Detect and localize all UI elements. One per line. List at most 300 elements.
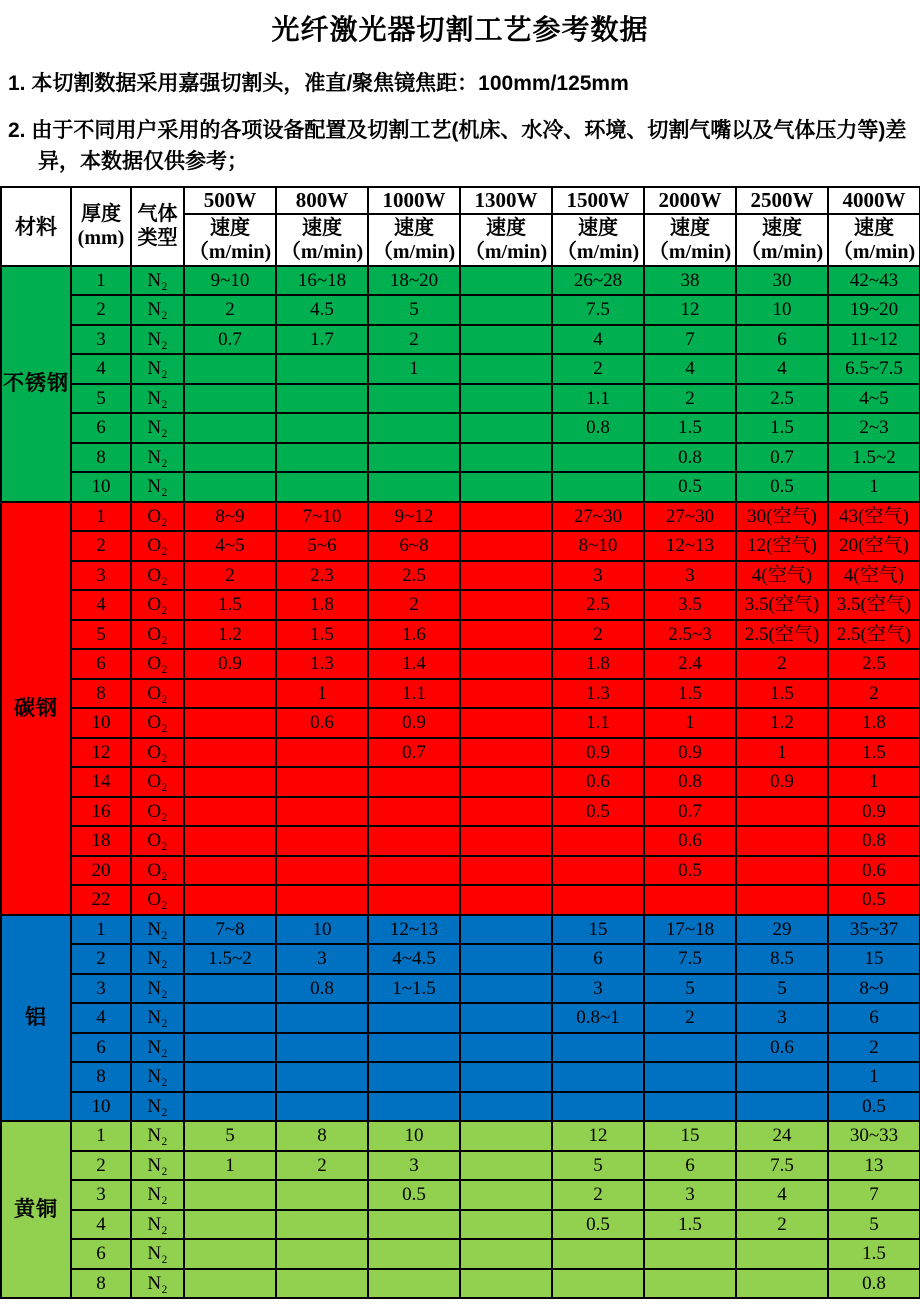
speed-cell-1000w bbox=[368, 443, 460, 473]
speed-cell-500w bbox=[184, 354, 276, 384]
gas-cell: O₂ bbox=[131, 826, 184, 856]
header-speed-500w bbox=[184, 214, 276, 266]
speed-unit: （m/min) bbox=[648, 240, 732, 263]
table-row-aluminum-4mm bbox=[1, 1003, 920, 1033]
speed-cell-2000w bbox=[644, 1062, 736, 1092]
speed-unit: （m/min) bbox=[832, 240, 916, 263]
gas-cell: O₂ bbox=[131, 797, 184, 827]
speed-label: 速度 bbox=[302, 216, 342, 239]
material-cell-carbon-steel: 碳钢 bbox=[1, 502, 71, 915]
speed-cell-500w bbox=[184, 384, 276, 414]
speed-cell-4000w: 6.5~7.5 bbox=[828, 354, 920, 384]
thickness-cell: 4 bbox=[71, 354, 131, 384]
gas-cell: N₂ bbox=[131, 472, 184, 502]
speed-cell-1500w: 8~10 bbox=[552, 531, 644, 561]
speed-cell-500w: 1.5~2 bbox=[184, 944, 276, 974]
gas-cell: N₂ bbox=[131, 1062, 184, 1092]
speed-cell-500w bbox=[184, 885, 276, 915]
thickness-cell: 12 bbox=[71, 738, 131, 768]
speed-cell-2500w bbox=[736, 1092, 828, 1122]
header-power-4000w: 4000W bbox=[828, 187, 920, 214]
speed-cell-1500w bbox=[552, 1239, 644, 1269]
speed-cell-800w: 2.3 bbox=[276, 561, 368, 591]
speed-cell-1300w bbox=[460, 1121, 552, 1151]
speed-cell-1300w bbox=[460, 295, 552, 325]
gas-cell: N₂ bbox=[131, 413, 184, 443]
speed-cell-2500w: 1.5 bbox=[736, 679, 828, 709]
speed-cell-2000w: 4 bbox=[644, 354, 736, 384]
speed-cell-1300w bbox=[460, 1269, 552, 1299]
gas-cell: N₂ bbox=[131, 443, 184, 473]
speed-cell-800w bbox=[276, 738, 368, 768]
speed-cell-1000w: 1.1 bbox=[368, 679, 460, 709]
speed-cell-500w bbox=[184, 1269, 276, 1299]
speed-cell-1500w: 26~28 bbox=[552, 266, 644, 296]
header-speed-800w bbox=[276, 214, 368, 266]
speed-cell-1000w bbox=[368, 472, 460, 502]
speed-cell-4000w: 4(空气) bbox=[828, 561, 920, 591]
speed-cell-1500w: 0.5 bbox=[552, 1210, 644, 1240]
speed-cell-2000w: 12~13 bbox=[644, 531, 736, 561]
speed-cell-2500w: 4 bbox=[736, 354, 828, 384]
speed-cell-4000w: 19~20 bbox=[828, 295, 920, 325]
speed-cell-1500w bbox=[552, 856, 644, 886]
speed-cell-1000w: 18~20 bbox=[368, 266, 460, 296]
gas-cell: O₂ bbox=[131, 679, 184, 709]
header-gas-line2: 类型 bbox=[137, 227, 178, 249]
gas-cell: O₂ bbox=[131, 856, 184, 886]
speed-cell-1500w: 2 bbox=[552, 1180, 644, 1210]
header-thickness-line2: (mm) bbox=[77, 227, 125, 249]
speed-cell-800w bbox=[276, 826, 368, 856]
speed-cell-2000w: 7 bbox=[644, 325, 736, 355]
thickness-cell: 1 bbox=[71, 502, 131, 532]
speed-cell-1300w bbox=[460, 1180, 552, 1210]
speed-cell-1500w: 0.8~1 bbox=[552, 1003, 644, 1033]
speed-cell-4000w: 2.5 bbox=[828, 649, 920, 679]
gas-cell: O₂ bbox=[131, 738, 184, 768]
speed-cell-1500w: 3 bbox=[552, 561, 644, 591]
thickness-cell: 5 bbox=[71, 620, 131, 650]
speed-cell-1000w bbox=[368, 413, 460, 443]
speed-cell-1300w bbox=[460, 354, 552, 384]
speed-cell-4000w: 8~9 bbox=[828, 974, 920, 1004]
speed-cell-4000w: 1 bbox=[828, 767, 920, 797]
speed-cell-1500w: 2 bbox=[552, 620, 644, 650]
speed-cell-1000w bbox=[368, 856, 460, 886]
speed-cell-2500w: 1 bbox=[736, 738, 828, 768]
speed-cell-2500w bbox=[736, 1062, 828, 1092]
speed-cell-1000w bbox=[368, 1210, 460, 1240]
speed-cell-1000w: 0.9 bbox=[368, 708, 460, 738]
speed-unit: （m/min) bbox=[188, 240, 272, 263]
speed-cell-2500w: 6 bbox=[736, 325, 828, 355]
speed-cell-1500w: 3 bbox=[552, 974, 644, 1004]
thickness-cell: 2 bbox=[71, 531, 131, 561]
speed-cell-800w: 1.8 bbox=[276, 590, 368, 620]
speed-unit: （m/min) bbox=[372, 240, 456, 263]
table-row-carbon-steel-14mm bbox=[1, 767, 920, 797]
speed-cell-1000w: 5 bbox=[368, 295, 460, 325]
speed-cell-2000w bbox=[644, 1033, 736, 1063]
speed-label: 速度 bbox=[394, 216, 434, 239]
speed-cell-2500w: 2.5 bbox=[736, 384, 828, 414]
speed-cell-2000w: 3 bbox=[644, 561, 736, 591]
speed-cell-1500w bbox=[552, 443, 644, 473]
table-row-carbon-steel-22mm bbox=[1, 885, 920, 915]
speed-cell-4000w: 0.9 bbox=[828, 797, 920, 827]
thickness-cell: 10 bbox=[71, 708, 131, 738]
speed-cell-500w bbox=[184, 1003, 276, 1033]
header-speed-2000w bbox=[644, 214, 736, 266]
speed-cell-800w: 0.8 bbox=[276, 974, 368, 1004]
gas-cell: N₂ bbox=[131, 325, 184, 355]
thickness-cell: 8 bbox=[71, 679, 131, 709]
speed-cell-2000w: 7.5 bbox=[644, 944, 736, 974]
speed-cell-1000w bbox=[368, 885, 460, 915]
gas-cell: N₂ bbox=[131, 1239, 184, 1269]
speed-cell-500w bbox=[184, 767, 276, 797]
speed-cell-2500w: 2 bbox=[736, 1210, 828, 1240]
thickness-cell: 6 bbox=[71, 1033, 131, 1063]
table-header bbox=[1, 187, 920, 266]
speed-cell-1000w bbox=[368, 1062, 460, 1092]
speed-cell-800w bbox=[276, 1003, 368, 1033]
speed-cell-1500w: 0.5 bbox=[552, 797, 644, 827]
speed-cell-500w bbox=[184, 797, 276, 827]
speed-cell-1500w: 1.3 bbox=[552, 679, 644, 709]
speed-cell-500w: 0.9 bbox=[184, 649, 276, 679]
gas-cell: O₂ bbox=[131, 649, 184, 679]
speed-cell-4000w: 0.8 bbox=[828, 1269, 920, 1299]
speed-cell-1000w bbox=[368, 384, 460, 414]
gas-cell: N₂ bbox=[131, 354, 184, 384]
speed-cell-4000w: 1 bbox=[828, 1062, 920, 1092]
speed-cell-2000w: 1 bbox=[644, 708, 736, 738]
gas-cell: O₂ bbox=[131, 531, 184, 561]
speed-cell-4000w: 7 bbox=[828, 1180, 920, 1210]
speed-cell-1000w: 6~8 bbox=[368, 531, 460, 561]
speed-cell-2500w: 30(空气) bbox=[736, 502, 828, 532]
speed-cell-1500w: 0.6 bbox=[552, 767, 644, 797]
speed-cell-2000w: 3 bbox=[644, 1180, 736, 1210]
thickness-cell: 5 bbox=[71, 384, 131, 414]
header-speed-1000w bbox=[368, 214, 460, 266]
speed-cell-1500w: 6 bbox=[552, 944, 644, 974]
speed-cell-1300w bbox=[460, 1151, 552, 1181]
gas-cell: N₂ bbox=[131, 915, 184, 945]
speed-cell-2000w: 0.5 bbox=[644, 472, 736, 502]
speed-cell-800w bbox=[276, 413, 368, 443]
speed-cell-2500w: 8.5 bbox=[736, 944, 828, 974]
gas-cell: N₂ bbox=[131, 1180, 184, 1210]
speed-cell-1000w: 1.6 bbox=[368, 620, 460, 650]
table-row-aluminum-3mm bbox=[1, 974, 920, 1004]
speed-cell-1300w bbox=[460, 1092, 552, 1122]
speed-cell-1000w bbox=[368, 826, 460, 856]
speed-cell-4000w: 1.5 bbox=[828, 738, 920, 768]
speed-cell-500w: 2 bbox=[184, 561, 276, 591]
header-power-1300w: 1300W bbox=[460, 187, 552, 214]
gas-cell: O₂ bbox=[131, 767, 184, 797]
speed-cell-1000w: 2.5 bbox=[368, 561, 460, 591]
speed-cell-800w: 1 bbox=[276, 679, 368, 709]
header-power-1500w: 1500W bbox=[552, 187, 644, 214]
speed-cell-4000w: 0.8 bbox=[828, 826, 920, 856]
speed-cell-1500w: 1.8 bbox=[552, 649, 644, 679]
header-power-500w: 500W bbox=[184, 187, 276, 214]
table-row-brass-4mm bbox=[1, 1210, 920, 1240]
speed-cell-2500w bbox=[736, 1269, 828, 1299]
speed-cell-1300w bbox=[460, 620, 552, 650]
header-thickness-line1: 厚度 bbox=[81, 203, 121, 225]
laser-cutting-reference-sheet bbox=[0, 8, 920, 1299]
speed-cell-4000w: 4~5 bbox=[828, 384, 920, 414]
speed-cell-2000w: 0.8 bbox=[644, 443, 736, 473]
speed-cell-1300w bbox=[460, 649, 552, 679]
table-row-aluminum-2mm bbox=[1, 944, 920, 974]
speed-cell-1300w bbox=[460, 944, 552, 974]
header-gas-line1: 气体 bbox=[137, 203, 178, 225]
speed-cell-2500w: 1.5 bbox=[736, 413, 828, 443]
thickness-cell: 20 bbox=[71, 856, 131, 886]
thickness-cell: 4 bbox=[71, 1003, 131, 1033]
speed-cell-1300w bbox=[460, 325, 552, 355]
speed-cell-1500w bbox=[552, 826, 644, 856]
speed-cell-2000w bbox=[644, 1269, 736, 1299]
speed-cell-1500w: 7.5 bbox=[552, 295, 644, 325]
speed-cell-2000w: 0.7 bbox=[644, 797, 736, 827]
gas-cell: N₂ bbox=[131, 295, 184, 325]
thickness-cell: 2 bbox=[71, 944, 131, 974]
speed-cell-1300w bbox=[460, 502, 552, 532]
thickness-cell: 4 bbox=[71, 590, 131, 620]
speed-cell-1300w bbox=[460, 856, 552, 886]
gas-cell: O₂ bbox=[131, 620, 184, 650]
speed-cell-500w: 7~8 bbox=[184, 915, 276, 945]
table-row-brass-6mm bbox=[1, 1239, 920, 1269]
gas-cell: O₂ bbox=[131, 885, 184, 915]
speed-cell-2500w: 2.5(空气) bbox=[736, 620, 828, 650]
material-cell-stainless-steel: 不锈钢 bbox=[1, 266, 71, 502]
gas-cell: N₂ bbox=[131, 1121, 184, 1151]
table-row-carbon-steel-1mm bbox=[1, 502, 920, 532]
thickness-cell: 3 bbox=[71, 1180, 131, 1210]
table-row-aluminum-6mm bbox=[1, 1033, 920, 1063]
speed-cell-500w bbox=[184, 1180, 276, 1210]
header-speed-2500w bbox=[736, 214, 828, 266]
speed-cell-800w bbox=[276, 472, 368, 502]
speed-cell-2500w bbox=[736, 826, 828, 856]
speed-cell-1000w: 12~13 bbox=[368, 915, 460, 945]
speed-cell-1500w: 1.1 bbox=[552, 384, 644, 414]
speed-cell-800w: 1.3 bbox=[276, 649, 368, 679]
speed-cell-500w: 8~9 bbox=[184, 502, 276, 532]
speed-cell-1300w bbox=[460, 561, 552, 591]
speed-cell-1000w: 1 bbox=[368, 354, 460, 384]
gas-cell: N₂ bbox=[131, 944, 184, 974]
speed-cell-4000w: 0.5 bbox=[828, 1092, 920, 1122]
speed-cell-500w bbox=[184, 708, 276, 738]
speed-cell-2000w: 2 bbox=[644, 1003, 736, 1033]
speed-cell-800w bbox=[276, 354, 368, 384]
speed-cell-4000w: 11~12 bbox=[828, 325, 920, 355]
speed-cell-1300w bbox=[460, 1239, 552, 1269]
speed-cell-2500w: 0.6 bbox=[736, 1033, 828, 1063]
speed-cell-2500w: 3.5(空气) bbox=[736, 590, 828, 620]
speed-cell-1300w bbox=[460, 413, 552, 443]
table-row-carbon-steel-3mm bbox=[1, 561, 920, 591]
table-row-aluminum-10mm bbox=[1, 1092, 920, 1122]
speed-cell-1500w: 0.9 bbox=[552, 738, 644, 768]
speed-cell-800w bbox=[276, 1210, 368, 1240]
speed-cell-4000w: 3.5(空气) bbox=[828, 590, 920, 620]
speed-cell-2000w: 3.5 bbox=[644, 590, 736, 620]
speed-cell-2500w bbox=[736, 1239, 828, 1269]
speed-cell-500w bbox=[184, 443, 276, 473]
speed-cell-2000w: 0.9 bbox=[644, 738, 736, 768]
speed-cell-1000w bbox=[368, 1033, 460, 1063]
speed-cell-4000w: 2.5(空气) bbox=[828, 620, 920, 650]
speed-cell-4000w: 2 bbox=[828, 1033, 920, 1063]
speed-cell-2000w: 0.8 bbox=[644, 767, 736, 797]
speed-cell-1000w bbox=[368, 767, 460, 797]
speed-cell-1500w: 5 bbox=[552, 1151, 644, 1181]
speed-cell-1000w bbox=[368, 1092, 460, 1122]
speed-cell-800w bbox=[276, 1092, 368, 1122]
gas-cell: N₂ bbox=[131, 1210, 184, 1240]
speed-cell-800w bbox=[276, 1239, 368, 1269]
speed-cell-500w: 1.5 bbox=[184, 590, 276, 620]
speed-cell-4000w: 1.5~2 bbox=[828, 443, 920, 473]
thickness-cell: 6 bbox=[71, 1239, 131, 1269]
speed-cell-1500w: 2.5 bbox=[552, 590, 644, 620]
speed-cell-2000w: 6 bbox=[644, 1151, 736, 1181]
speed-cell-1300w bbox=[460, 443, 552, 473]
speed-cell-500w bbox=[184, 472, 276, 502]
speed-cell-1000w: 1~1.5 bbox=[368, 974, 460, 1004]
gas-cell: O₂ bbox=[131, 708, 184, 738]
speed-unit: （m/min) bbox=[556, 240, 640, 263]
speed-cell-500w bbox=[184, 738, 276, 768]
gas-cell: N₂ bbox=[131, 1033, 184, 1063]
speed-cell-800w bbox=[276, 1180, 368, 1210]
gas-cell: O₂ bbox=[131, 561, 184, 591]
speed-cell-800w: 1.7 bbox=[276, 325, 368, 355]
table-row-stainless-steel-10mm bbox=[1, 472, 920, 502]
speed-cell-2500w: 29 bbox=[736, 915, 828, 945]
speed-cell-500w: 9~10 bbox=[184, 266, 276, 296]
header-gas-type bbox=[131, 187, 184, 266]
speed-cell-800w: 0.6 bbox=[276, 708, 368, 738]
header-power-2500w: 2500W bbox=[736, 187, 828, 214]
speed-cell-4000w: 30~33 bbox=[828, 1121, 920, 1151]
gas-cell: N₂ bbox=[131, 1151, 184, 1181]
header-thickness bbox=[71, 187, 131, 266]
speed-cell-1000w: 0.7 bbox=[368, 738, 460, 768]
speed-cell-1300w bbox=[460, 826, 552, 856]
thickness-cell: 4 bbox=[71, 1210, 131, 1240]
speed-cell-2000w: 2.5~3 bbox=[644, 620, 736, 650]
page-title: 光纤激光器切割工艺参考数据 bbox=[271, 14, 649, 45]
speed-unit: （m/min) bbox=[280, 240, 364, 263]
speed-cell-2000w: 15 bbox=[644, 1121, 736, 1151]
speed-cell-2000w bbox=[644, 885, 736, 915]
speed-cell-2500w: 0.7 bbox=[736, 443, 828, 473]
table-row-carbon-steel-12mm bbox=[1, 738, 920, 768]
thickness-cell: 22 bbox=[71, 885, 131, 915]
speed-cell-2500w bbox=[736, 797, 828, 827]
speed-cell-1000w: 1.4 bbox=[368, 649, 460, 679]
speed-cell-4000w: 15 bbox=[828, 944, 920, 974]
table-row-stainless-steel-4mm bbox=[1, 354, 920, 384]
speed-cell-1300w bbox=[460, 1062, 552, 1092]
speed-cell-500w bbox=[184, 1092, 276, 1122]
speed-cell-1300w bbox=[460, 679, 552, 709]
thickness-cell: 1 bbox=[71, 1121, 131, 1151]
table-row-aluminum-8mm bbox=[1, 1062, 920, 1092]
speed-cell-1300w bbox=[460, 797, 552, 827]
speed-cell-2000w: 5 bbox=[644, 974, 736, 1004]
speed-cell-2000w: 2.4 bbox=[644, 649, 736, 679]
speed-cell-2500w: 0.5 bbox=[736, 472, 828, 502]
table-row-carbon-steel-8mm bbox=[1, 679, 920, 709]
speed-cell-2500w: 30 bbox=[736, 266, 828, 296]
speed-label: 速度 bbox=[670, 216, 710, 239]
speed-cell-500w bbox=[184, 679, 276, 709]
speed-cell-1000w: 2 bbox=[368, 590, 460, 620]
table-row-stainless-steel-8mm bbox=[1, 443, 920, 473]
speed-cell-500w bbox=[184, 413, 276, 443]
speed-cell-1300w bbox=[460, 266, 552, 296]
speed-cell-2500w: 0.9 bbox=[736, 767, 828, 797]
material-cell-brass: 黄铜 bbox=[1, 1121, 71, 1298]
speed-cell-1500w: 4 bbox=[552, 325, 644, 355]
speed-cell-500w: 2 bbox=[184, 295, 276, 325]
speed-cell-1500w bbox=[552, 472, 644, 502]
speed-cell-500w bbox=[184, 974, 276, 1004]
speed-cell-800w bbox=[276, 1033, 368, 1063]
speed-cell-4000w: 1 bbox=[828, 472, 920, 502]
speed-cell-1000w bbox=[368, 797, 460, 827]
speed-cell-1300w bbox=[460, 1003, 552, 1033]
speed-cell-4000w: 6 bbox=[828, 1003, 920, 1033]
speed-label: 速度 bbox=[578, 216, 618, 239]
speed-cell-4000w: 43(空气) bbox=[828, 502, 920, 532]
speed-cell-1300w bbox=[460, 767, 552, 797]
speed-cell-2500w: 24 bbox=[736, 1121, 828, 1151]
speed-cell-500w bbox=[184, 1210, 276, 1240]
table-row-carbon-steel-20mm bbox=[1, 856, 920, 886]
speed-cell-500w: 1 bbox=[184, 1151, 276, 1181]
speed-cell-4000w: 20(空气) bbox=[828, 531, 920, 561]
speed-cell-800w bbox=[276, 767, 368, 797]
gas-cell: N₂ bbox=[131, 384, 184, 414]
speed-cell-2000w: 38 bbox=[644, 266, 736, 296]
speed-cell-1300w bbox=[460, 885, 552, 915]
speed-cell-800w: 10 bbox=[276, 915, 368, 945]
speed-cell-2500w: 7.5 bbox=[736, 1151, 828, 1181]
header-power-row bbox=[1, 187, 920, 214]
speed-cell-1000w bbox=[368, 1239, 460, 1269]
table-row-brass-8mm bbox=[1, 1269, 920, 1299]
speed-cell-2500w: 1.2 bbox=[736, 708, 828, 738]
speed-cell-800w bbox=[276, 384, 368, 414]
speed-cell-800w bbox=[276, 443, 368, 473]
speed-cell-1500w bbox=[552, 885, 644, 915]
speed-cell-2000w: 27~30 bbox=[644, 502, 736, 532]
speed-cell-800w: 4.5 bbox=[276, 295, 368, 325]
